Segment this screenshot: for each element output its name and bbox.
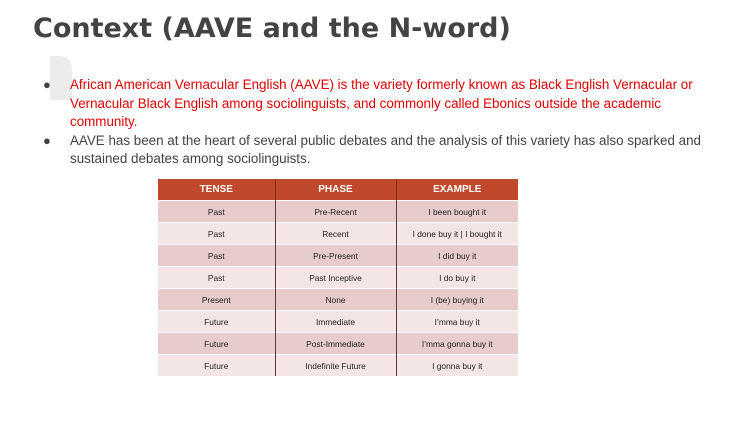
bullet-list	[43, 76, 723, 169]
bullet-dot-icon: ●	[43, 132, 51, 148]
cell-example: I been bought it	[396, 201, 518, 223]
tense-phase-table	[158, 179, 518, 376]
cell-example: I (be) buying it	[396, 289, 518, 311]
header-tense: TENSE	[158, 179, 275, 201]
bullet-text: AAVE has been at the heart of several public debates and the analysis of this variety has also sparked and sustained debates among sociolinguists.	[70, 132, 701, 167]
table-row	[158, 267, 518, 289]
cell-tense: Past	[158, 201, 275, 223]
cell-phase: Recent	[275, 223, 396, 245]
cell-example: I’mma buy it	[396, 311, 518, 333]
cell-tense: Past	[158, 245, 275, 267]
cell-phase: Indefinite Future	[275, 355, 396, 377]
cell-phase: Pre-Present	[275, 245, 396, 267]
slide-title: Context (AAVE and the N-word)	[33, 13, 511, 44]
bullet-text: African American Vernacular English (AAVE) is the variety formerly known as Black English Vernacular or Vernacular Black English among sociolinguists, and commonly called Ebonics outside the academic community.	[70, 77, 693, 130]
table-row	[158, 245, 518, 267]
bullet-item-aave-debates	[43, 132, 723, 169]
table-header-row	[158, 179, 518, 201]
cell-phase: Past Inceptive	[275, 267, 396, 289]
cell-example: I’mma gonna buy it	[396, 333, 518, 355]
cell-tense: Future	[158, 355, 275, 377]
header-phase: PHASE	[275, 179, 396, 201]
cell-tense: Future	[158, 311, 275, 333]
cell-tense: Past	[158, 267, 275, 289]
cell-phase: Immediate	[275, 311, 396, 333]
table-row	[158, 289, 518, 311]
cell-tense: Past	[158, 223, 275, 245]
cell-example: I did buy it	[396, 245, 518, 267]
cell-example: I gonna buy it	[396, 355, 518, 377]
header-example: EXAMPLE	[396, 179, 518, 201]
cell-tense: Future	[158, 333, 275, 355]
table-row	[158, 333, 518, 355]
table-row	[158, 355, 518, 377]
cell-example: I done buy it | I bought it	[396, 223, 518, 245]
cell-example: I do buy it	[396, 267, 518, 289]
cell-phase: Post-Immediate	[275, 333, 396, 355]
cell-phase: Pre-Recent	[275, 201, 396, 223]
table-row	[158, 201, 518, 223]
table-row	[158, 223, 518, 245]
cell-tense: Present	[158, 289, 275, 311]
table-row	[158, 311, 518, 333]
bullet-item-aave-definition	[43, 76, 723, 132]
bullet-dot-icon: ●	[43, 77, 51, 92]
cell-phase: None	[275, 289, 396, 311]
